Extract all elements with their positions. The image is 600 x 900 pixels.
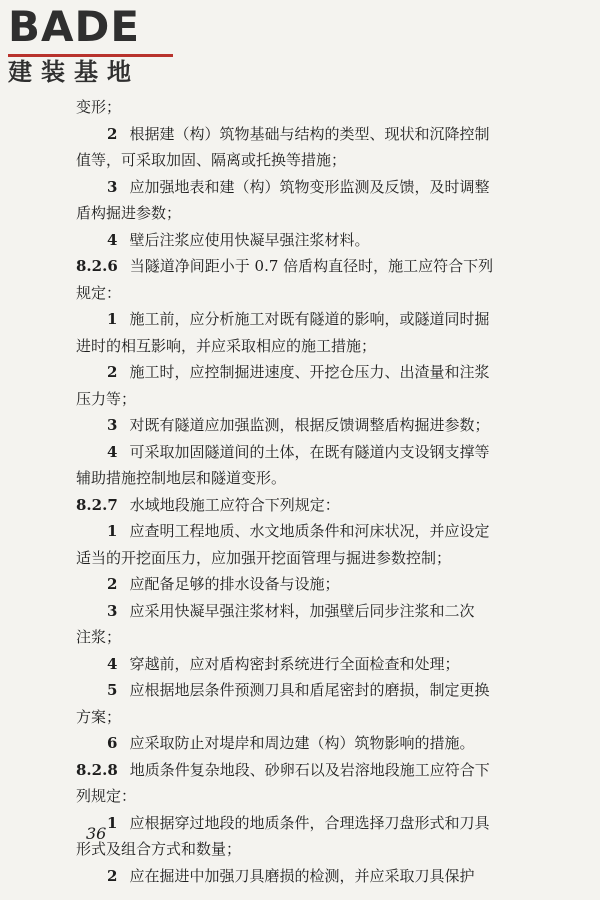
item-text: 应在掘进中加强刀具磨损的检测，并应采取刀具保护 xyxy=(129,866,475,885)
logo xyxy=(8,4,178,88)
item-text: 应查明工程地质、水文地质条件和河床状况，并应设定 xyxy=(129,522,490,540)
section-heading xyxy=(0,253,600,280)
text-line: 进时的相互影响，并应采取相应的施工措施； xyxy=(76,336,377,355)
item-text: 应配备足够的排水设备与设施； xyxy=(129,575,340,593)
item-text: 根据建（构）筑物基础与结构的类型、现状和沉降控制 xyxy=(129,124,490,143)
list-item xyxy=(0,730,600,757)
section-number: 8.2.6 xyxy=(76,257,118,275)
item-number: 2 xyxy=(107,866,118,885)
item-text: 施工前，应分析施工对既有隧道的影响，或隧道同时掘 xyxy=(129,310,490,328)
text-line: 规定： xyxy=(76,283,122,302)
text-line: 压力等； xyxy=(76,389,137,408)
item-number: 6 xyxy=(107,734,118,752)
item-number: 4 xyxy=(107,442,118,461)
section-text: 地质条件复杂地段、砂卵石以及岩溶地段施工应符合下 xyxy=(129,760,490,779)
text-line: 列规定： xyxy=(76,787,137,805)
text-line: 盾构掘进参数； xyxy=(76,204,182,222)
section-text: 水域地段施工应符合下列规定： xyxy=(129,495,340,514)
item-text: 穿越前，应对盾构密封系统进行全面检查和处理； xyxy=(129,654,460,673)
text-line: 值等，可采取加固、隔离或托换等措施； xyxy=(76,151,347,169)
list-item xyxy=(0,863,600,890)
item-text: 对既有隧道应加强监测，根据反馈调整盾构掘进参数； xyxy=(129,416,490,434)
list-item xyxy=(0,306,600,333)
item-number: 1 xyxy=(107,310,118,328)
list-item xyxy=(0,598,600,625)
text-line: 适当的开挖面压力，应加强开挖面管理与掘进参数控制； xyxy=(76,548,452,567)
item-number: 1 xyxy=(107,522,118,540)
item-text: 应加强地表和建（构）筑物变形监测及反馈，及时调整 xyxy=(129,177,490,196)
item-number: 3 xyxy=(107,177,118,196)
list-item xyxy=(0,677,600,704)
list-item xyxy=(0,174,600,201)
logo-brand: BADE xyxy=(8,2,141,51)
item-text: 应采用快凝早强注浆材料，加强壁后同步注浆和二次 xyxy=(129,601,475,620)
list-item xyxy=(0,412,600,439)
item-number: 2 xyxy=(107,575,118,593)
text-line: 辅助措施控制地层和隧道变形。 xyxy=(76,469,287,487)
item-text: 施工时，应控制掘进速度、开挖仓压力、出渣量和注浆 xyxy=(129,363,490,381)
logo-subtitle: 建装基地 xyxy=(8,58,140,86)
item-number: 4 xyxy=(107,654,118,673)
section-heading xyxy=(0,757,600,784)
item-number: 1 xyxy=(107,813,118,832)
item-text: 应根据地层条件预测刀具和盾尾密封的磨损，制定更换 xyxy=(129,681,490,699)
page-number: 36 xyxy=(86,824,107,843)
text-line: 变形； xyxy=(76,98,122,116)
item-text: 可采取加固隧道间的土体，在既有隧道内支设钢支撑等 xyxy=(129,442,490,461)
item-text: 应采取防止对堤岸和周边建（构）筑物影响的措施。 xyxy=(129,734,475,752)
section-number: 8.2.8 xyxy=(76,760,118,779)
section-text: 当隧道净间距小于 0.7 倍盾构直径时，施工应符合下列 xyxy=(129,257,494,275)
list-item xyxy=(0,651,600,678)
section-heading xyxy=(0,492,600,519)
item-text: 应根据穿过地段的地质条件，合理选择刀盘形式和刀具 xyxy=(129,813,490,832)
item-number: 2 xyxy=(107,124,118,143)
list-item xyxy=(0,439,600,466)
page-body xyxy=(0,94,600,889)
section-number: 8.2.7 xyxy=(76,495,118,514)
list-item xyxy=(0,121,600,148)
text-line: 注浆； xyxy=(76,628,122,646)
item-number: 3 xyxy=(107,416,118,434)
item-text: 壁后注浆应使用快凝早强注浆材料。 xyxy=(129,230,370,249)
list-item xyxy=(0,571,600,598)
list-item xyxy=(0,518,600,545)
item-number: 5 xyxy=(107,681,118,699)
logo-rule xyxy=(8,54,173,57)
item-number: 3 xyxy=(107,601,118,620)
item-number: 4 xyxy=(107,230,118,249)
item-number: 2 xyxy=(107,363,118,381)
text-line: 形式及组合方式和数量； xyxy=(76,840,242,858)
list-item xyxy=(0,227,600,254)
list-item xyxy=(0,359,600,386)
text-line: 方案； xyxy=(76,707,122,726)
